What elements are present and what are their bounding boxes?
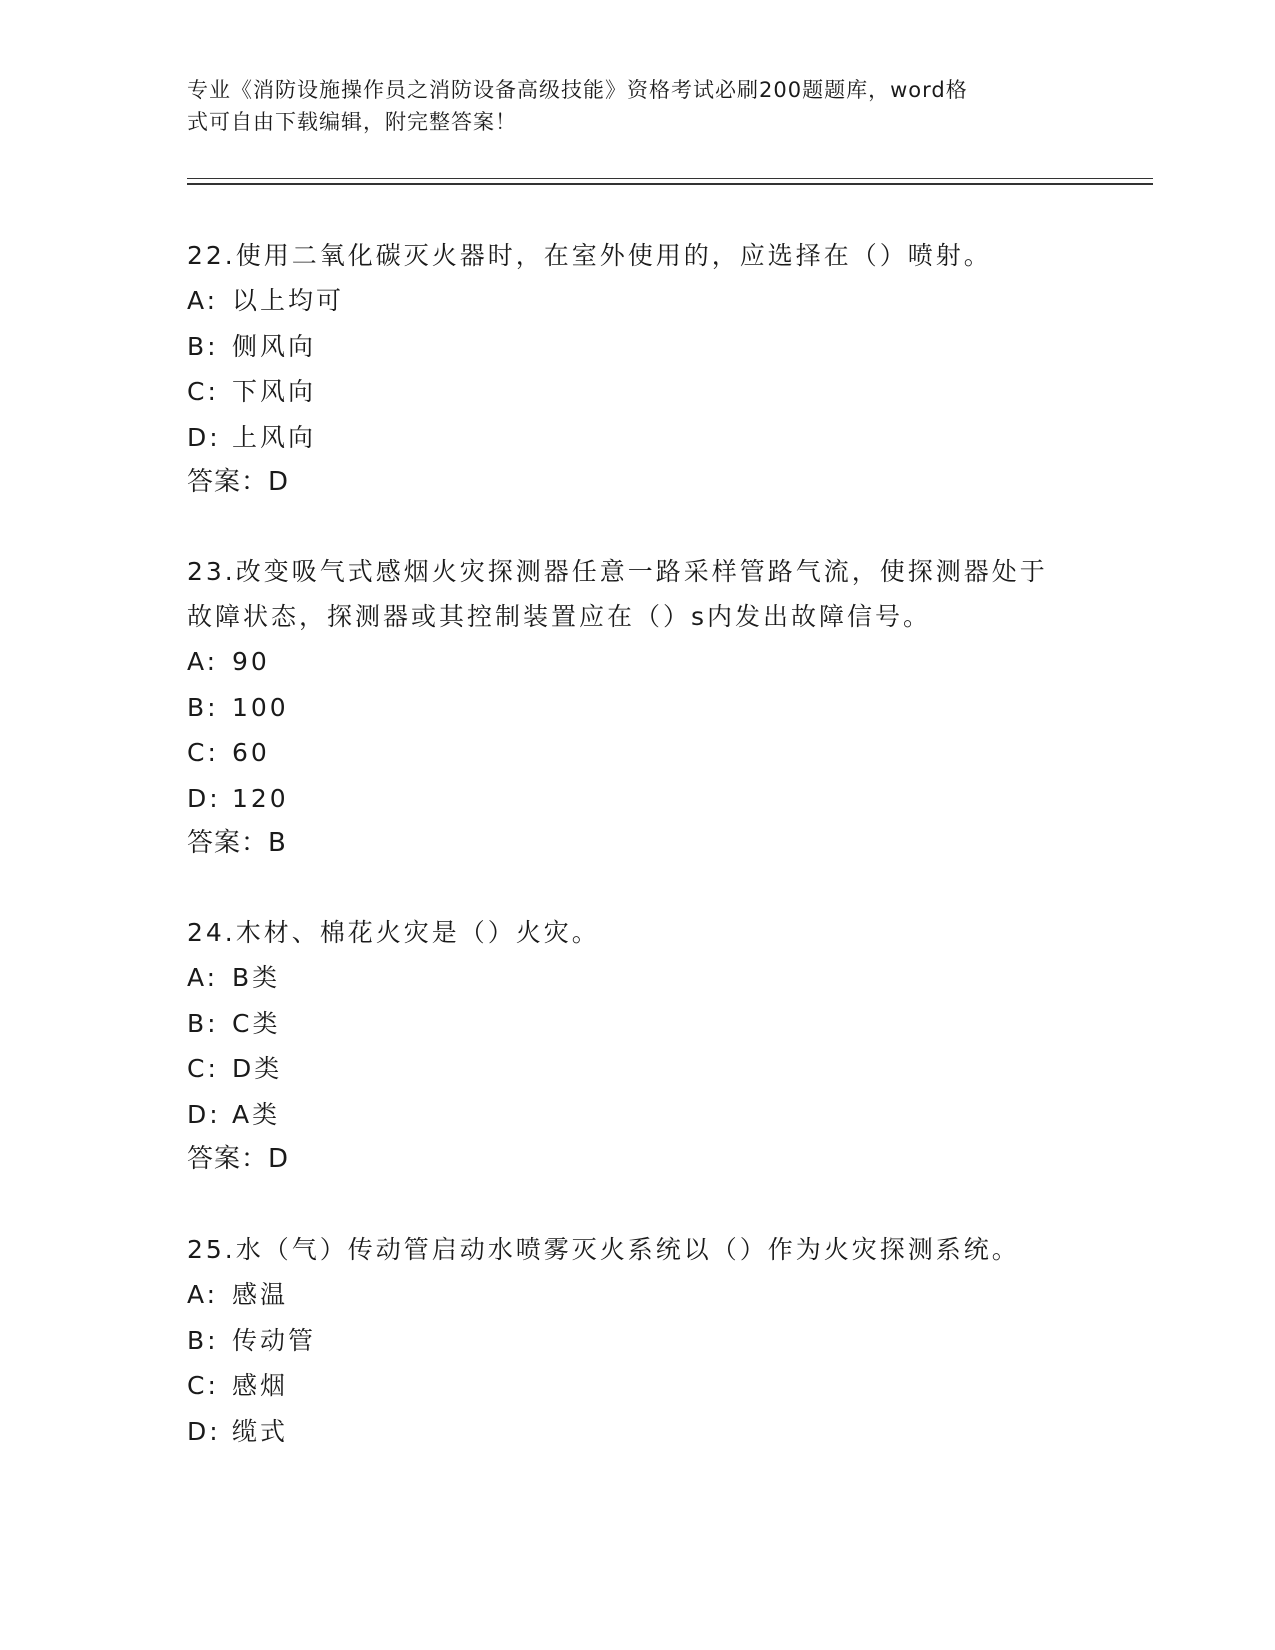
option-key: A: [187, 286, 219, 315]
option-b [187, 1001, 1087, 1047]
option-text: 感温 [232, 1280, 289, 1309]
question-22 [187, 233, 1087, 505]
option-text: 感烟 [232, 1371, 289, 1400]
option-key: C: [187, 377, 219, 406]
option-d [187, 1092, 1087, 1138]
header-line-1: 专业《消防设施操作员之消防设备高级技能》资格考试必刷200题题库，word格 [187, 78, 968, 102]
question-stem-line: 24.木材、棉花火灾是（）火灾。 [187, 918, 600, 947]
answer-label: 答案： [187, 1144, 269, 1174]
option-key: B: [187, 1325, 219, 1355]
answer-line [187, 1137, 1087, 1182]
option-list [187, 278, 1087, 460]
question-stem [187, 549, 1087, 639]
option-key: B: [187, 331, 219, 361]
option-key: D: [187, 1099, 221, 1129]
option-key: A: [187, 647, 219, 676]
option-text: 下风向 [232, 377, 317, 406]
option-text: 传动管 [232, 1325, 317, 1355]
header-line-2: 式可自由下载编辑，附完整答案！ [187, 110, 517, 134]
option-b [187, 685, 1087, 731]
option-text: 缆式 [232, 1416, 289, 1446]
option-key: A: [187, 963, 219, 992]
option-key: C: [187, 1054, 219, 1083]
answer-value: D [268, 1144, 290, 1174]
question-25 [187, 1227, 1087, 1454]
answer-line [187, 821, 1087, 866]
option-a [187, 1272, 1087, 1318]
option-c [187, 1046, 1087, 1092]
option-key: B: [187, 692, 219, 722]
option-c [187, 1363, 1087, 1409]
answer-label: 答案： [187, 828, 269, 858]
option-key: C: [187, 738, 219, 767]
document-header [187, 74, 1067, 138]
option-b [187, 324, 1087, 370]
answer-line [187, 460, 1087, 505]
question-24 [187, 910, 1087, 1182]
option-text: 60 [232, 738, 270, 767]
option-text: A类 [232, 1099, 281, 1129]
header-divider-thin [187, 178, 1153, 179]
option-text: 上风向 [232, 422, 317, 452]
question-stem [187, 910, 1087, 955]
question-stem-line: 故障状态，探测器或其控制装置应在（）s内发出故障信号。 [187, 602, 932, 631]
answer-label: 答案： [187, 467, 269, 497]
question-stem [187, 1227, 1087, 1272]
option-text: 侧风向 [232, 331, 317, 361]
header-divider-thick [187, 183, 1153, 185]
option-text: 100 [232, 692, 289, 722]
option-a [187, 639, 1087, 685]
question-stem [187, 233, 1087, 278]
option-text: 以上均可 [232, 286, 345, 315]
answer-value: B [268, 828, 287, 858]
option-c [187, 730, 1087, 776]
option-a [187, 955, 1087, 1001]
option-key: D: [187, 783, 221, 813]
option-a [187, 278, 1087, 324]
option-text: 90 [232, 647, 270, 676]
option-d [187, 1409, 1087, 1455]
option-key: D: [187, 1416, 221, 1446]
option-text: D类 [232, 1054, 283, 1083]
option-key: D: [187, 422, 221, 452]
option-list [187, 955, 1087, 1137]
option-d [187, 415, 1087, 461]
question-stem-line: 25.水（气）传动管启动水喷雾灭火系统以（）作为火灾探测系统。 [187, 1235, 1020, 1264]
option-text: B类 [232, 963, 281, 992]
option-text: C类 [232, 1008, 281, 1038]
option-key: A: [187, 1280, 219, 1309]
answer-value: D [268, 467, 290, 497]
option-c [187, 369, 1087, 415]
option-d [187, 776, 1087, 822]
question-stem-line: 23.改变吸气式感烟火灾探测器任意一路采样管路气流，使探测器处于 [187, 557, 1048, 586]
question-stem-line: 22.使用二氧化碳灭火器时，在室外使用的，应选择在（）喷射。 [187, 241, 992, 270]
option-key: B: [187, 1008, 219, 1038]
option-text: 120 [232, 783, 289, 813]
option-list [187, 1272, 1087, 1454]
option-list [187, 639, 1087, 821]
option-b [187, 1318, 1087, 1364]
option-key: C: [187, 1371, 219, 1400]
question-23 [187, 549, 1087, 866]
